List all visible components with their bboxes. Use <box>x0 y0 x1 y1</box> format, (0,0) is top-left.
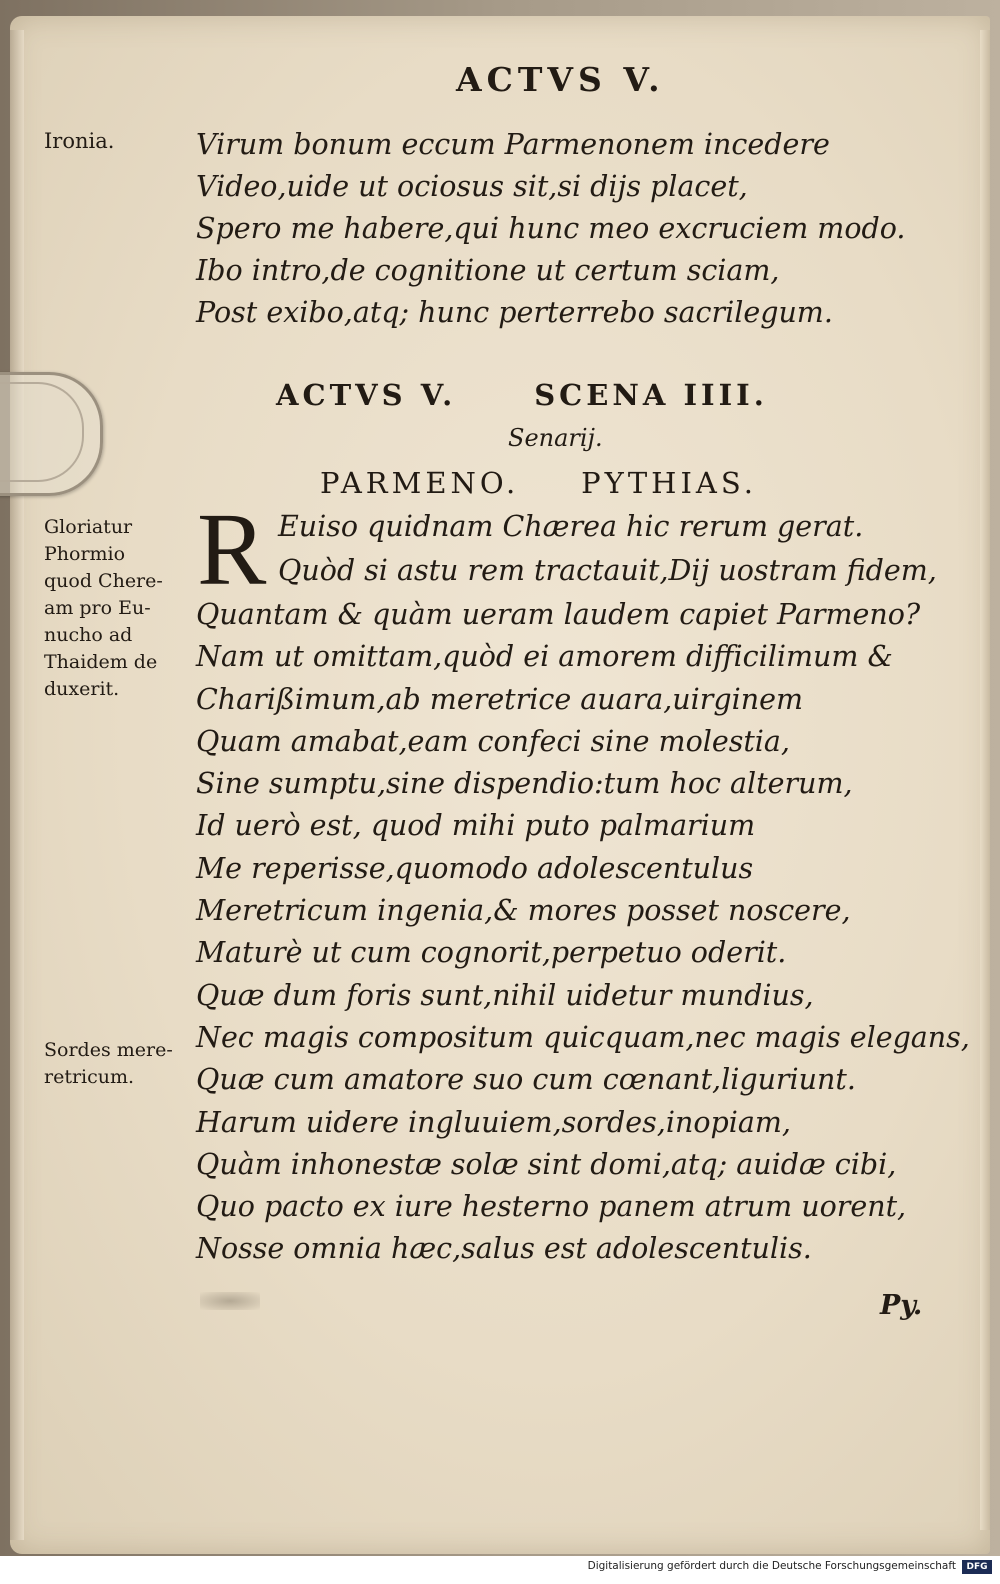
margin-line: Gloriatur <box>44 516 133 538</box>
verse-line: Post exibo,atq; hunc perterrebo sacrilegum. <box>196 296 833 329</box>
verse-line: Quo pacto ex iure hesterno panem atrum uorent, <box>196 1190 907 1224</box>
verse-line: Video,uide ut ociosus sit,si dijs placet, <box>196 170 748 203</box>
verse-line: Quæ dum foris sunt,nihil uidetur mundius, <box>196 978 814 1012</box>
verse-line: Ibo intro,de cognitione ut certum sciam, <box>196 254 780 287</box>
margin-line: duxerit. <box>44 678 120 700</box>
margin-line: Sordes mere- <box>44 1039 173 1061</box>
scene-heading <box>276 378 876 412</box>
verse-line: Spero me habere,qui hunc meo excruciem modo. <box>196 212 906 245</box>
margin-note-gloriatur <box>44 514 184 703</box>
verse-line: Quàm inhonestæ solæ sint domi,atq; auidæ cibi, <box>196 1147 897 1181</box>
top-verse-block <box>196 124 916 334</box>
margin-note-ironia: Ironia. <box>44 129 115 153</box>
speaker-list <box>320 466 840 500</box>
clip-inner-loop <box>0 382 84 482</box>
margin-line: retricum. <box>44 1066 135 1088</box>
verse-line: Meretricum ingenia,& mores posset noscere, <box>196 894 851 928</box>
ink-smudge <box>200 1292 260 1310</box>
verse-line: Sine sumptu,sine dispendio:tum hoc alterum, <box>196 767 853 801</box>
scene-label: SCENA IIII. <box>534 378 768 412</box>
margin-line: am pro Eu- <box>44 597 151 619</box>
speaker-parmeno: PARMENO. <box>320 466 520 500</box>
margin-line: quod Chere- <box>44 570 163 592</box>
page-edge-shadow <box>980 30 990 1530</box>
verse-line: Quæ cum amatore suo cum cœnant,liguriunt. <box>196 1063 856 1097</box>
verse-line-second: Quòd si astu rem tractauit,Dij uostram fidem, <box>278 554 937 587</box>
page-gutter-shadow <box>10 30 24 1540</box>
main-verse-block <box>196 594 970 1271</box>
verse-line: Quam amabat,eam confeci sine molestia, <box>196 724 790 758</box>
verse-line: Nec magis compositum quicquam,nec magis elegans, <box>196 1020 970 1054</box>
verse-line: Nam ut omittam,quòd ei amorem difficilimum & <box>196 640 893 674</box>
catchword: Py. <box>880 1290 923 1321</box>
verse-line: Id uerò est, quod mihi puto palmarium <box>196 809 756 843</box>
meter-label: Senarij. <box>508 424 603 452</box>
drop-cap: R <box>197 492 267 607</box>
verse-line: Harum uidere ingluuiem,sordes,inopiam, <box>196 1105 791 1139</box>
verse-line-first: Euiso quidnam Chærea hic rerum gerat. <box>278 510 864 543</box>
dfg-logo-icon: DFG <box>962 1560 992 1574</box>
margin-line: Phormio <box>44 543 126 565</box>
verse-line: Virum bonum eccum Parmenonem incedere <box>196 128 830 161</box>
margin-line: Thaidem de <box>44 651 158 673</box>
verse-line: Quantam & quàm ueram laudem capiet Parmeno? <box>196 598 921 631</box>
verse-line: Maturè ut cum cognorit,perpetuo oderit. <box>196 936 787 970</box>
speaker-pythias: PYTHIAS. <box>581 466 757 500</box>
verse-line: Me reperisse,quomodo adolescentulus <box>196 851 754 885</box>
running-head: ACTVS V. <box>456 60 665 99</box>
margin-note-sordes <box>44 1037 184 1091</box>
margin-line: nucho ad <box>44 624 133 646</box>
act-label: ACTVS V. <box>276 378 457 412</box>
verse-line: Nosse omnia hæc,salus est adolescentulis. <box>196 1232 812 1266</box>
verse-line: Charißimum,ab meretrice auara,uirginem <box>196 682 803 716</box>
funding-credit: Digitalisierung gefördert durch die Deutsche Forschungsgemeinschaft <box>587 1560 956 1572</box>
